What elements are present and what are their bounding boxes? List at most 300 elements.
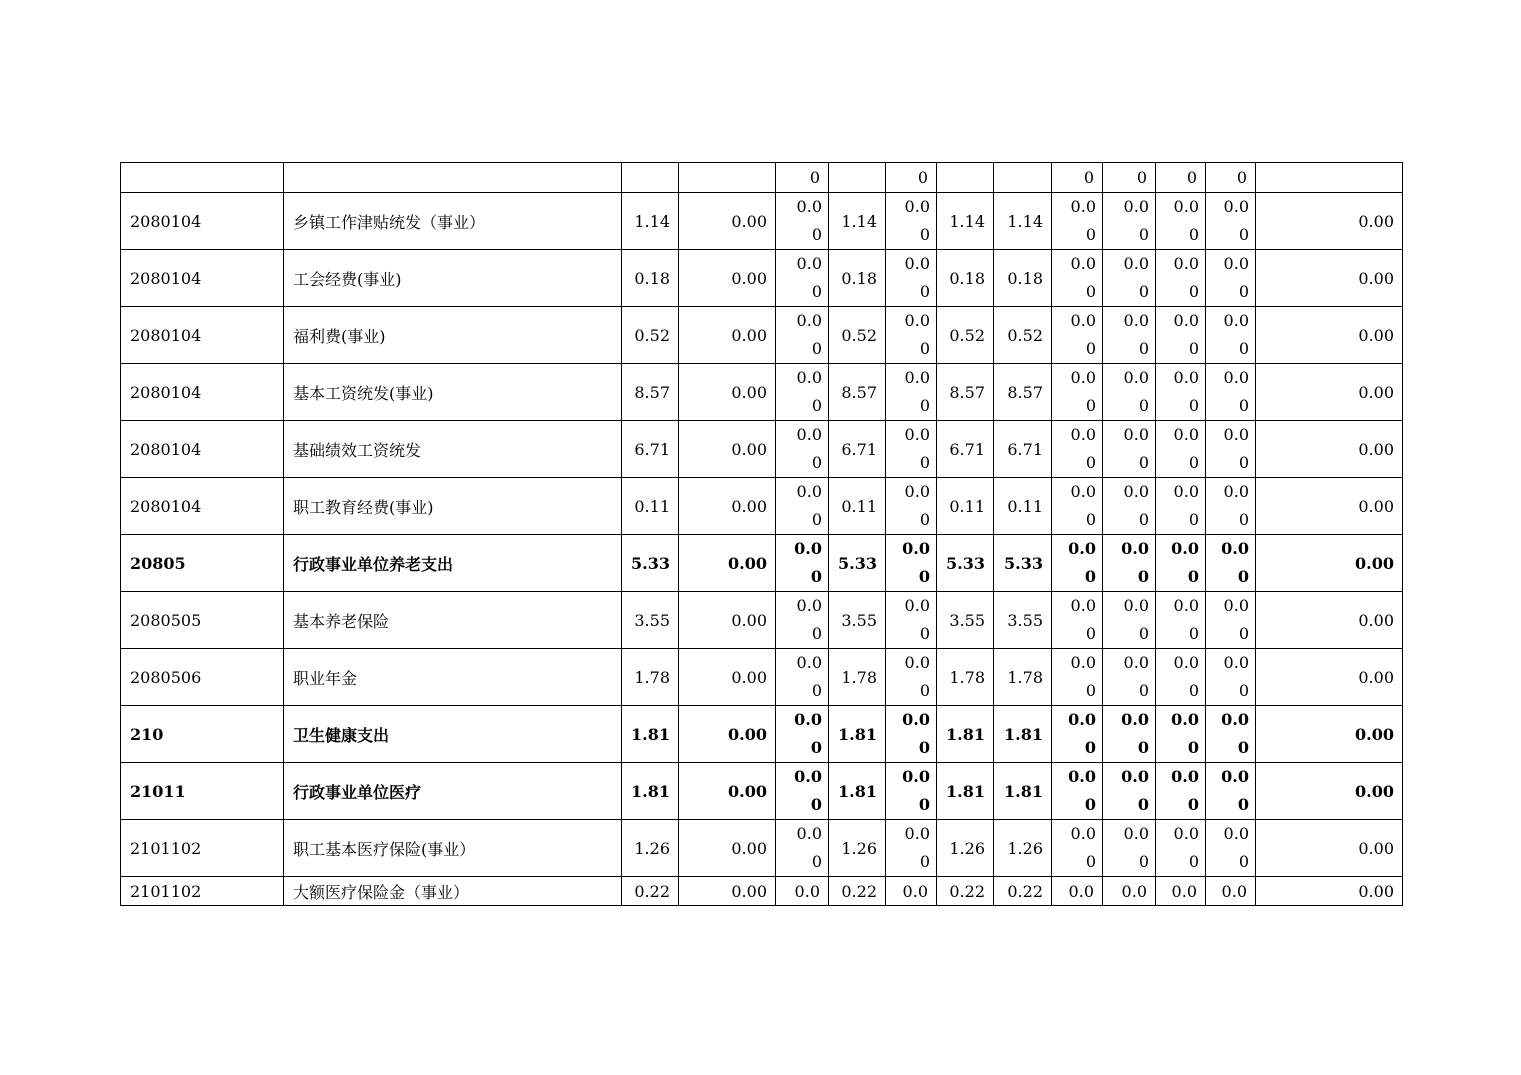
cell-value: 1.81 [937,706,994,763]
cell-wrapped-value [1156,820,1206,877]
wrapped-line-2: 0 [1237,795,1249,814]
cell-wrapped-value [1052,421,1103,478]
cell-wrapped-value [1052,592,1103,649]
cell-value: 0.00 [679,649,776,706]
wrapped-line-2: 0 [1187,738,1199,757]
wrapped-line-1: 0.0 [1173,482,1199,501]
wrapped-line-2: 0 [1138,453,1149,472]
table-row [121,820,1403,877]
cell-wrapped-value [1103,421,1156,478]
cell-code: 20805 [121,535,284,592]
wrapped-line-2: 0 [1238,339,1249,358]
wrapped-line-2: 0 [811,225,822,244]
wrapped-line-1: 0.0 [1223,197,1249,216]
cell-value: 0.0 [886,877,937,906]
wrapped-line-1: 0.0 [1070,596,1096,615]
cell-name: 职工教育经费(事业) [284,478,622,535]
cell-value: 0.11 [937,478,994,535]
cell-wrapped-value [776,706,829,763]
cell-wrapped-value [776,763,829,820]
cell-name: 基础绩效工资统发 [284,421,622,478]
cell-wrapped-value [886,421,937,478]
wrapped-line-2: 0 [1237,567,1249,586]
cell-wrapped-value [776,592,829,649]
cell-wrapped-value [886,763,937,820]
cell-name: 行政事业单位养老支出 [284,535,622,592]
wrapped-line-1: 0.0 [1070,482,1096,501]
cell-last-value: 0.00 [1256,421,1403,478]
cell-value: 0.00 [1256,877,1403,906]
cell-wrapped-value [1052,706,1103,763]
cell-total: 1.81 [622,706,679,763]
wrapped-line-2: 0 [1138,396,1149,415]
cell-value: 1.81 [994,706,1052,763]
wrapped-line-1: 0.0 [902,767,930,786]
wrapped-line-1: 0.0 [1121,767,1149,786]
wrapped-line-2: 0 [919,453,930,472]
wrapped-line-2: 0 [1084,567,1096,586]
wrapped-line-2: 0 [1138,852,1149,871]
cell-value: 1.78 [994,649,1052,706]
wrapped-line-2: 0 [918,567,930,586]
wrapped-line-1: 0.0 [1123,596,1149,615]
cell-wrapped-value [1156,193,1206,250]
wrapped-line-1: 0.0 [1123,482,1149,501]
wrapped-line-1: 0.0 [1123,311,1149,330]
cell-wrapped-value [1052,193,1103,250]
continued-row [121,163,1403,193]
cell-value: 8.57 [829,364,886,421]
cell-continued: 0 [1052,163,1103,193]
cell-empty [284,163,622,193]
cell-value: 0.22 [829,877,886,906]
cell-name: 基本工资统发(事业) [284,364,622,421]
wrapped-line-2: 0 [811,681,822,700]
cell-value: 5.33 [937,535,994,592]
wrapped-line-2: 0 [1188,681,1199,700]
cell-wrapped-value [1206,763,1256,820]
cell-last-value: 0.00 [1256,706,1403,763]
cell-wrapped-value [1103,649,1156,706]
cell-code: 2080104 [121,193,284,250]
cell-value: 0.00 [679,193,776,250]
cell-value: 0.0 [1206,877,1256,906]
cell-value: 0.22 [937,877,994,906]
wrapped-line-1: 0.0 [1173,197,1199,216]
wrapped-line-1: 0.0 [796,425,822,444]
cell-last-value: 0.00 [1256,763,1403,820]
wrapped-line-1: 0.0 [1068,539,1096,558]
wrapped-line-1: 0.0 [1068,710,1096,729]
wrapped-line-1: 0.0 [1221,767,1249,786]
wrapped-line-1: 0.0 [904,311,930,330]
cell-value: 1.81 [829,706,886,763]
wrapped-line-2: 0 [1085,852,1096,871]
wrapped-line-1: 0.0 [902,539,930,558]
cell-value: 1.81 [829,763,886,820]
wrapped-line-1: 0.0 [1173,596,1199,615]
cell-wrapped-value [776,364,829,421]
cell-wrapped-value [1206,820,1256,877]
cell-wrapped-value [1156,307,1206,364]
cell-value: 0.00 [679,307,776,364]
wrapped-line-1: 0.0 [796,824,822,843]
wrapped-line-2: 0 [1085,510,1096,529]
wrapped-line-2: 0 [811,396,822,415]
cell-wrapped-value [1103,763,1156,820]
cell-value: 3.55 [829,592,886,649]
wrapped-line-1: 0.0 [796,596,822,615]
cell-name: 福利费(事业) [284,307,622,364]
wrapped-line-2: 0 [1238,852,1249,871]
cell-wrapped-value [1052,307,1103,364]
wrapped-line-2: 0 [1137,567,1149,586]
wrapped-line-2: 0 [1188,396,1199,415]
wrapped-line-2: 0 [811,624,822,643]
cell-continued: 0 [886,163,937,193]
cell-wrapped-value [1052,364,1103,421]
cell-code: 2101102 [121,877,284,906]
wrapped-line-2: 0 [1238,225,1249,244]
wrapped-line-1: 0.0 [1223,596,1249,615]
cell-wrapped-value [1103,592,1156,649]
table-row-last [121,877,1403,906]
wrapped-line-1: 0.0 [1171,710,1199,729]
cell-wrapped-value [1052,763,1103,820]
cell-empty [829,163,886,193]
cell-wrapped-value [1103,478,1156,535]
table-row [121,649,1403,706]
wrapped-line-1: 0.0 [1123,824,1149,843]
wrapped-line-1: 0.0 [1171,539,1199,558]
wrapped-line-2: 0 [1138,624,1149,643]
cell-code: 2080506 [121,649,284,706]
cell-empty [622,163,679,193]
cell-last-value: 0.00 [1256,307,1403,364]
cell-value: 0.22 [622,877,679,906]
cell-code: 2080104 [121,478,284,535]
cell-code: 210 [121,706,284,763]
cell-wrapped-value [1206,250,1256,307]
cell-last-value: 0.00 [1256,364,1403,421]
table-row [121,478,1403,535]
cell-wrapped-value [1103,820,1156,877]
cell-code: 2080505 [121,592,284,649]
table-body [121,163,1403,906]
cell-wrapped-value [1206,193,1256,250]
cell-value: 1.78 [829,649,886,706]
wrapped-line-2: 0 [919,624,930,643]
cell-wrapped-value [1103,307,1156,364]
wrapped-line-1: 0.0 [1121,710,1149,729]
wrapped-line-2: 0 [811,339,822,358]
wrapped-line-1: 0.0 [1070,653,1096,672]
wrapped-line-1: 0.0 [1223,824,1249,843]
cell-wrapped-value [1052,820,1103,877]
wrapped-line-1: 0.0 [904,254,930,273]
cell-value: 0.22 [994,877,1052,906]
cell-wrapped-value [776,307,829,364]
cell-wrapped-value [1052,535,1103,592]
cell-total: 0.52 [622,307,679,364]
cell-last-value: 0.00 [1256,478,1403,535]
wrapped-line-1: 0.0 [1173,311,1199,330]
cell-wrapped-value [776,193,829,250]
cell-continued: 0 [1103,163,1156,193]
wrapped-line-1: 0.0 [1123,425,1149,444]
cell-value: 1.14 [994,193,1052,250]
cell-value: 0.11 [994,478,1052,535]
wrapped-line-1: 0.0 [1223,311,1249,330]
wrapped-line-2: 0 [1237,738,1249,757]
cell-wrapped-value [1156,706,1206,763]
cell-wrapped-value [776,250,829,307]
cell-wrapped-value [1156,592,1206,649]
cell-last-value: 0.00 [1256,250,1403,307]
cell-value: 5.33 [994,535,1052,592]
cell-value: 1.26 [829,820,886,877]
wrapped-line-2: 0 [1085,225,1096,244]
cell-wrapped-value [1103,250,1156,307]
cell-value: 0.00 [679,763,776,820]
wrapped-line-2: 0 [919,852,930,871]
cell-wrapped-value [886,820,937,877]
wrapped-line-1: 0.0 [1070,824,1096,843]
wrapped-line-2: 0 [1188,624,1199,643]
wrapped-line-2: 0 [919,396,930,415]
wrapped-line-2: 0 [1084,738,1096,757]
cell-name: 卫生健康支出 [284,706,622,763]
cell-last-value: 0.00 [1256,193,1403,250]
wrapped-line-2: 0 [1238,453,1249,472]
cell-value: 1.14 [937,193,994,250]
wrapped-line-2: 0 [1138,681,1149,700]
cell-wrapped-value [886,535,937,592]
cell-name: 基本养老保险 [284,592,622,649]
wrapped-line-1: 0.0 [1223,254,1249,273]
wrapped-line-2: 0 [1238,624,1249,643]
cell-wrapped-value [886,592,937,649]
wrapped-line-2: 0 [919,282,930,301]
cell-wrapped-value [1206,706,1256,763]
wrapped-line-1: 0.0 [796,653,822,672]
cell-wrapped-value [1206,364,1256,421]
wrapped-line-1: 0.0 [904,482,930,501]
cell-wrapped-value [1156,364,1206,421]
cell-wrapped-value [886,307,937,364]
wrapped-line-2: 0 [1085,453,1096,472]
cell-wrapped-value [776,421,829,478]
cell-wrapped-value [776,535,829,592]
wrapped-line-2: 0 [1138,282,1149,301]
wrapped-line-1: 0.0 [1070,311,1096,330]
wrapped-line-1: 0.0 [796,197,822,216]
cell-value: 6.71 [937,421,994,478]
cell-wrapped-value [1103,706,1156,763]
cell-wrapped-value [1103,364,1156,421]
table-row [121,763,1403,820]
wrapped-line-2: 0 [1138,339,1149,358]
cell-wrapped-value [1156,478,1206,535]
wrapped-line-1: 0.0 [1070,197,1096,216]
wrapped-line-2: 0 [811,510,822,529]
wrapped-line-1: 0.0 [1068,767,1096,786]
cell-code: 2080104 [121,307,284,364]
cell-value: 0.18 [994,250,1052,307]
cell-wrapped-value [1206,592,1256,649]
cell-total: 1.81 [622,763,679,820]
cell-wrapped-value [776,820,829,877]
wrapped-line-2: 0 [919,225,930,244]
wrapped-line-2: 0 [1138,225,1149,244]
wrapped-line-2: 0 [1137,795,1149,814]
cell-wrapped-value [1156,535,1206,592]
cell-value: 3.55 [937,592,994,649]
cell-value: 0.0 [776,877,829,906]
cell-name: 职工基本医疗保险(事业） [284,820,622,877]
wrapped-line-2: 0 [1187,795,1199,814]
cell-total: 5.33 [622,535,679,592]
table-row [121,364,1403,421]
cell-continued: 0 [1156,163,1206,193]
wrapped-line-1: 0.0 [1223,482,1249,501]
wrapped-line-1: 0.0 [796,311,822,330]
cell-wrapped-value [1052,250,1103,307]
wrapped-line-2: 0 [1138,510,1149,529]
wrapped-line-1: 0.0 [904,653,930,672]
wrapped-line-2: 0 [811,852,822,871]
wrapped-line-1: 0.0 [1123,197,1149,216]
cell-wrapped-value [886,364,937,421]
cell-value: 0.11 [829,478,886,535]
wrapped-line-1: 0.0 [1223,368,1249,387]
cell-empty [994,163,1052,193]
cell-last-value: 0.00 [1256,820,1403,877]
wrapped-line-1: 0.0 [902,710,930,729]
cell-value: 0.00 [679,535,776,592]
wrapped-line-1: 0.0 [1070,368,1096,387]
budget-table [120,162,1403,906]
wrapped-line-1: 0.0 [904,197,930,216]
cell-code: 2101102 [121,820,284,877]
wrapped-line-2: 0 [810,738,822,757]
cell-name: 乡镇工作津贴统发（事业） [284,193,622,250]
cell-wrapped-value [1156,421,1206,478]
cell-wrapped-value [886,706,937,763]
cell-wrapped-value [1052,649,1103,706]
wrapped-line-2: 0 [811,453,822,472]
cell-value: 0.00 [679,364,776,421]
wrapped-line-2: 0 [919,510,930,529]
wrapped-line-2: 0 [1188,510,1199,529]
wrapped-line-1: 0.0 [1171,767,1199,786]
wrapped-line-1: 0.0 [1221,539,1249,558]
cell-value: 0.52 [994,307,1052,364]
wrapped-line-2: 0 [811,282,822,301]
cell-value: 1.14 [829,193,886,250]
wrapped-line-2: 0 [1085,396,1096,415]
wrapped-line-1: 0.0 [1223,653,1249,672]
cell-value: 8.57 [937,364,994,421]
cell-wrapped-value [1206,649,1256,706]
cell-value: 1.26 [937,820,994,877]
cell-total: 0.11 [622,478,679,535]
cell-value: 3.55 [994,592,1052,649]
table-row [121,193,1403,250]
wrapped-line-2: 0 [810,795,822,814]
wrapped-line-1: 0.0 [1123,254,1149,273]
cell-total: 1.26 [622,820,679,877]
wrapped-line-1: 0.0 [1221,710,1249,729]
cell-value: 6.71 [829,421,886,478]
wrapped-line-1: 0.0 [1173,254,1199,273]
wrapped-line-2: 0 [1085,624,1096,643]
cell-wrapped-value [1156,649,1206,706]
cell-wrapped-value [1103,535,1156,592]
wrapped-line-2: 0 [918,738,930,757]
wrapped-line-2: 0 [1238,681,1249,700]
table-row [121,706,1403,763]
table-row [121,250,1403,307]
wrapped-line-2: 0 [1238,282,1249,301]
wrapped-line-2: 0 [919,339,930,358]
wrapped-line-1: 0.0 [1123,368,1149,387]
wrapped-line-1: 0.0 [796,482,822,501]
table-row [121,421,1403,478]
wrapped-line-1: 0.0 [1123,653,1149,672]
wrapped-line-1: 0.0 [904,824,930,843]
cell-value: 0.52 [829,307,886,364]
wrapped-line-1: 0.0 [796,368,822,387]
wrapped-line-1: 0.0 [1070,425,1096,444]
cell-value: 0.0 [1052,877,1103,906]
cell-empty [937,163,994,193]
wrapped-line-2: 0 [1137,738,1149,757]
cell-wrapped-value [776,478,829,535]
cell-wrapped-value [1206,478,1256,535]
wrapped-line-2: 0 [1188,225,1199,244]
wrapped-line-1: 0.0 [1223,425,1249,444]
cell-value: 0.0 [1156,877,1206,906]
wrapped-line-1: 0.0 [794,710,822,729]
wrapped-line-2: 0 [1188,453,1199,472]
cell-code: 2080104 [121,364,284,421]
table-row [121,592,1403,649]
cell-value: 1.81 [994,763,1052,820]
wrapped-line-2: 0 [1085,339,1096,358]
wrapped-line-2: 0 [919,681,930,700]
cell-name: 职业年金 [284,649,622,706]
cell-wrapped-value [886,250,937,307]
cell-code: 2080104 [121,250,284,307]
cell-total: 1.78 [622,649,679,706]
wrapped-line-1: 0.0 [1070,254,1096,273]
cell-wrapped-value [1103,193,1156,250]
cell-last-value: 0.00 [1256,535,1403,592]
cell-value: 0.18 [829,250,886,307]
cell-wrapped-value [1052,478,1103,535]
wrapped-line-2: 0 [1084,795,1096,814]
wrapped-line-1: 0.0 [904,425,930,444]
cell-wrapped-value [886,478,937,535]
wrapped-line-2: 0 [1188,339,1199,358]
cell-code: 2080104 [121,421,284,478]
wrapped-line-1: 0.0 [904,368,930,387]
cell-continued: 0 [1206,163,1256,193]
cell-value: 0.18 [937,250,994,307]
wrapped-line-2: 0 [1188,282,1199,301]
wrapped-line-1: 0.0 [796,254,822,273]
